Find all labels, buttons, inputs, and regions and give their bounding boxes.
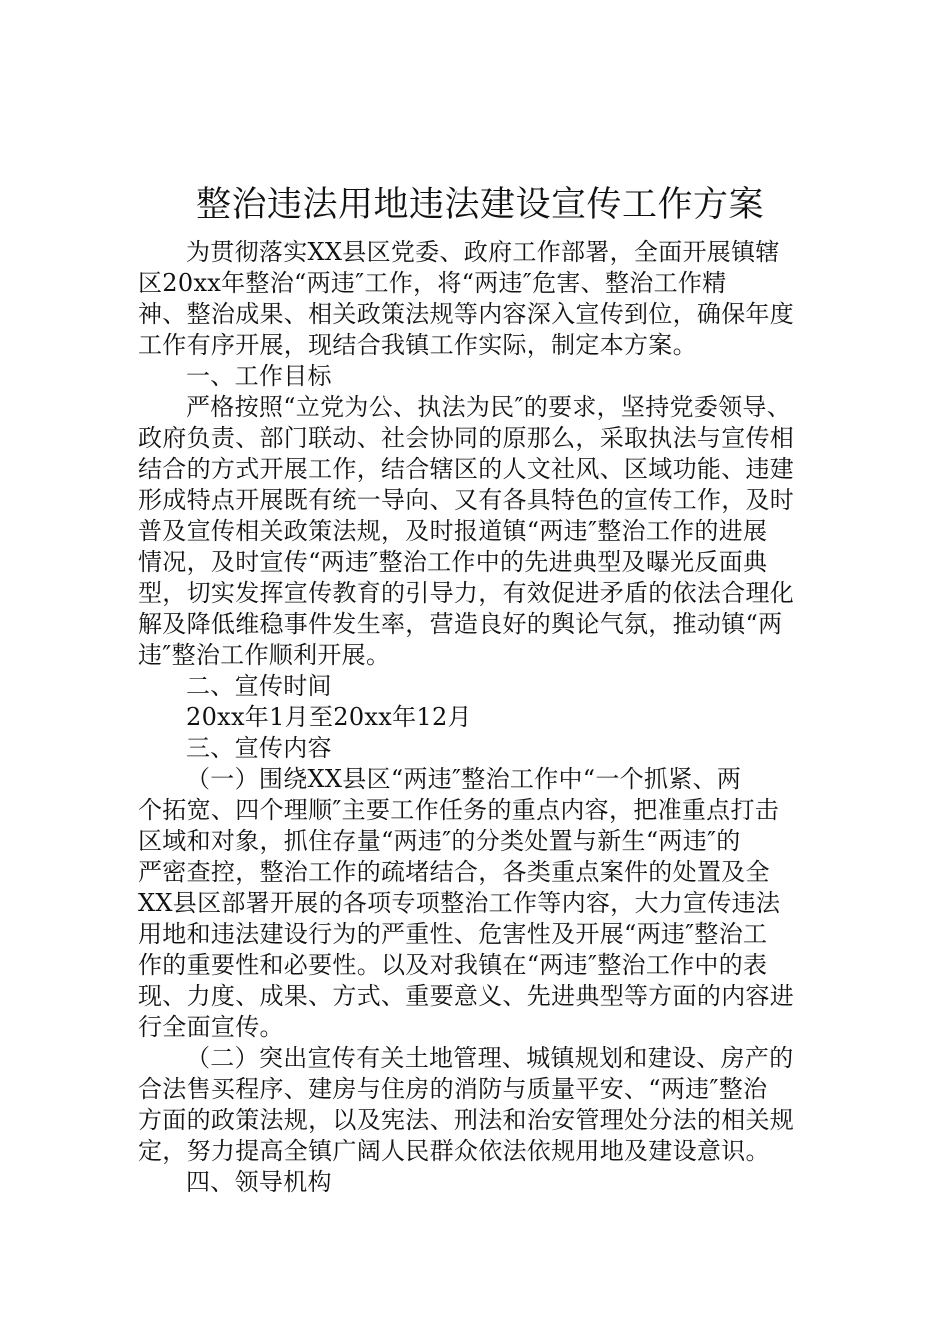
text-line: 神、整治成果、相关政策法规等内容深入宣传到位，确保年度 xyxy=(138,300,795,328)
text-line: 作的重要性和必要性。以及对我镇在“两违″整治工作中的表 xyxy=(138,951,768,979)
text-line: 方面的政策法规，以及宪法、刑法和治安管理处分法的相关规 xyxy=(138,1106,795,1134)
text-line: （一）围绕XX县区“两违″整治工作中“一个抓紧、两 xyxy=(186,765,742,793)
text-line: 情况，及时宣传“两违″整治工作中的先进典型及曝光反面典 xyxy=(138,548,768,576)
text-line: 用地和违法建设行为的严重性、危害性及开展“两违″整治工 xyxy=(138,920,768,948)
text-line: 定，努力提高全镇广阔人民群众依法依规用地及建设意识。 xyxy=(138,1137,770,1165)
text-line: 型，切实发挥宣传教育的引导力，有效促进矛盾的依法合理化 xyxy=(138,579,795,607)
document-title: 整治违法用地违法建设宣传工作方案 xyxy=(195,185,764,225)
text-line: 工作有序开展，现结合我镇工作实际，制定本方案。 xyxy=(138,331,697,359)
text-line: 为贯彻落实XX县区党委、政府工作部署，全面开展镇辖 xyxy=(186,238,780,266)
text-line: 结合的方式开展工作，结合辖区的人文社风、区域功能、违建 xyxy=(138,455,795,483)
section-heading: 三、宣传内容 xyxy=(186,734,332,762)
text-line: 行全面宣传。 xyxy=(138,1013,284,1041)
section-heading: 二、宣传时间 xyxy=(186,672,332,700)
text-line: 解及降低维稳事件发生率，营造良好的舆论气氛，推动镇“两 xyxy=(138,610,783,638)
text-line: 政府负责、部门联动、社会协同的原那么，采取执法与宣传相 xyxy=(138,424,795,452)
section-heading: 一、工作目标 xyxy=(186,362,332,390)
text-line: 现、力度、成果、方式、重要意义、先进典型等方面的内容进 xyxy=(138,982,795,1010)
text-line: 严密查控，整治工作的疏堵结合，各类重点案件的处置及全 xyxy=(138,858,770,886)
section-heading: 四、领导机构 xyxy=(186,1168,332,1196)
text-line: 违″整治工作顺利开展。 xyxy=(138,641,391,669)
text-line: 普及宣传相关政策法规，及时报道镇“两违″整治工作的进展 xyxy=(138,517,768,545)
text-line: 形成特点开展既有统一导向、又有各具特色的宣传工作，及时 xyxy=(138,486,795,514)
text-line: 区20xx年整治“两违″工作，将“两违″危害、整治工作精 xyxy=(138,269,727,297)
text-line: XX县区部署开展的各项专项整治工作等内容，大力宣传违法 xyxy=(138,889,781,917)
text-line: 个拓宽、四个理顺″主要工作任务的重点内容，把准重点打击 xyxy=(138,796,780,824)
text-line: （二）突出宣传有关土地管理、城镇规划和建设、房产的 xyxy=(186,1044,794,1072)
text-line: 合法售买程序、建房与住房的消防与质量平安、“两违″整治 xyxy=(138,1075,768,1103)
text-line: 20xx年1月至20xx年12月 xyxy=(186,703,472,731)
text-line: 区域和对象，抓住存量“两违″的分类处置与新生“两违″的 xyxy=(138,827,741,855)
text-line: 严格按照“立党为公、执法为民″的要求，坚持党委领导、 xyxy=(186,393,792,421)
